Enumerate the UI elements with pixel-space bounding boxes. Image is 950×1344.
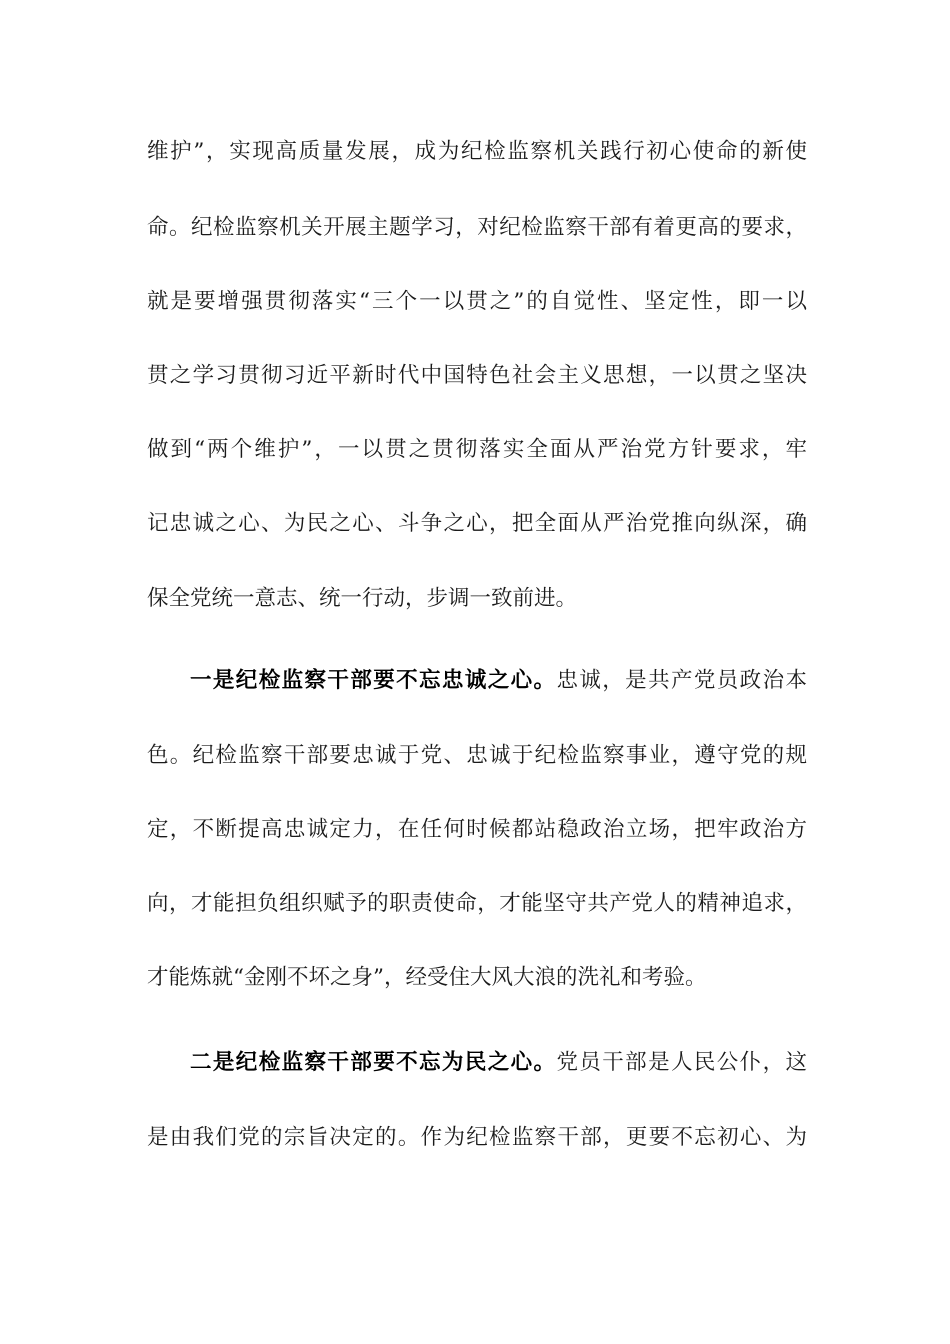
text-line: 色。纪检监察干部要忠诚于党、忠诚于纪检监察事业，遵守党的规 <box>147 743 807 768</box>
section2-first-text: 党员干部是人民公仆，这 <box>556 1050 807 1075</box>
text-line: 是由我们党的宗旨决定的。作为纪检监察干部，更要不忘初心、为 <box>147 1125 807 1150</box>
text-line: 记忠诚之心、为民之心、斗争之心，把全面从严治党推向纵深，确 <box>147 511 807 536</box>
text-line: 贯之学习贯彻习近平新时代中国特色社会主义思想，一以贯之坚决 <box>147 363 807 388</box>
section2-heading: 二是纪检监察干部要不忘为民之心。 <box>190 1050 557 1075</box>
section2-first-line <box>190 1047 807 1079</box>
text-line: 就是要增强贯彻落实“三个一以贯之”的自觉性、坚定性，即一以 <box>147 289 807 314</box>
section1-first-text: 忠诚，是共产党员政治本 <box>556 668 807 693</box>
text-line: 命。纪检监察机关开展主题学习，对纪检监察干部有着更高的要求， <box>147 215 807 240</box>
text-line: 定，不断提高忠诚定力，在任何时候都站稳政治立场，把牢政治方 <box>147 817 807 842</box>
text-line: 做到“两个维护”，一以贯之贯彻落实全面从严治党方针要求，牢 <box>147 437 807 462</box>
text-line: 保全党统一意志、统一行动，步调一致前进。 <box>147 586 578 611</box>
section1-heading: 一是纪检监察干部要不忘忠诚之心。 <box>190 668 557 693</box>
text-line: 向，才能担负组织赋予的职责使命，才能坚守共产党人的精神追求， <box>147 891 807 916</box>
text-line: 维护”，实现高质量发展，成为纪检监察机关践行初心使命的新使 <box>147 139 807 164</box>
text-line: 才能炼就“金刚不坏之身”，经受住大风大浪的洗礼和考验。 <box>147 965 707 990</box>
section1-first-line <box>190 665 807 697</box>
